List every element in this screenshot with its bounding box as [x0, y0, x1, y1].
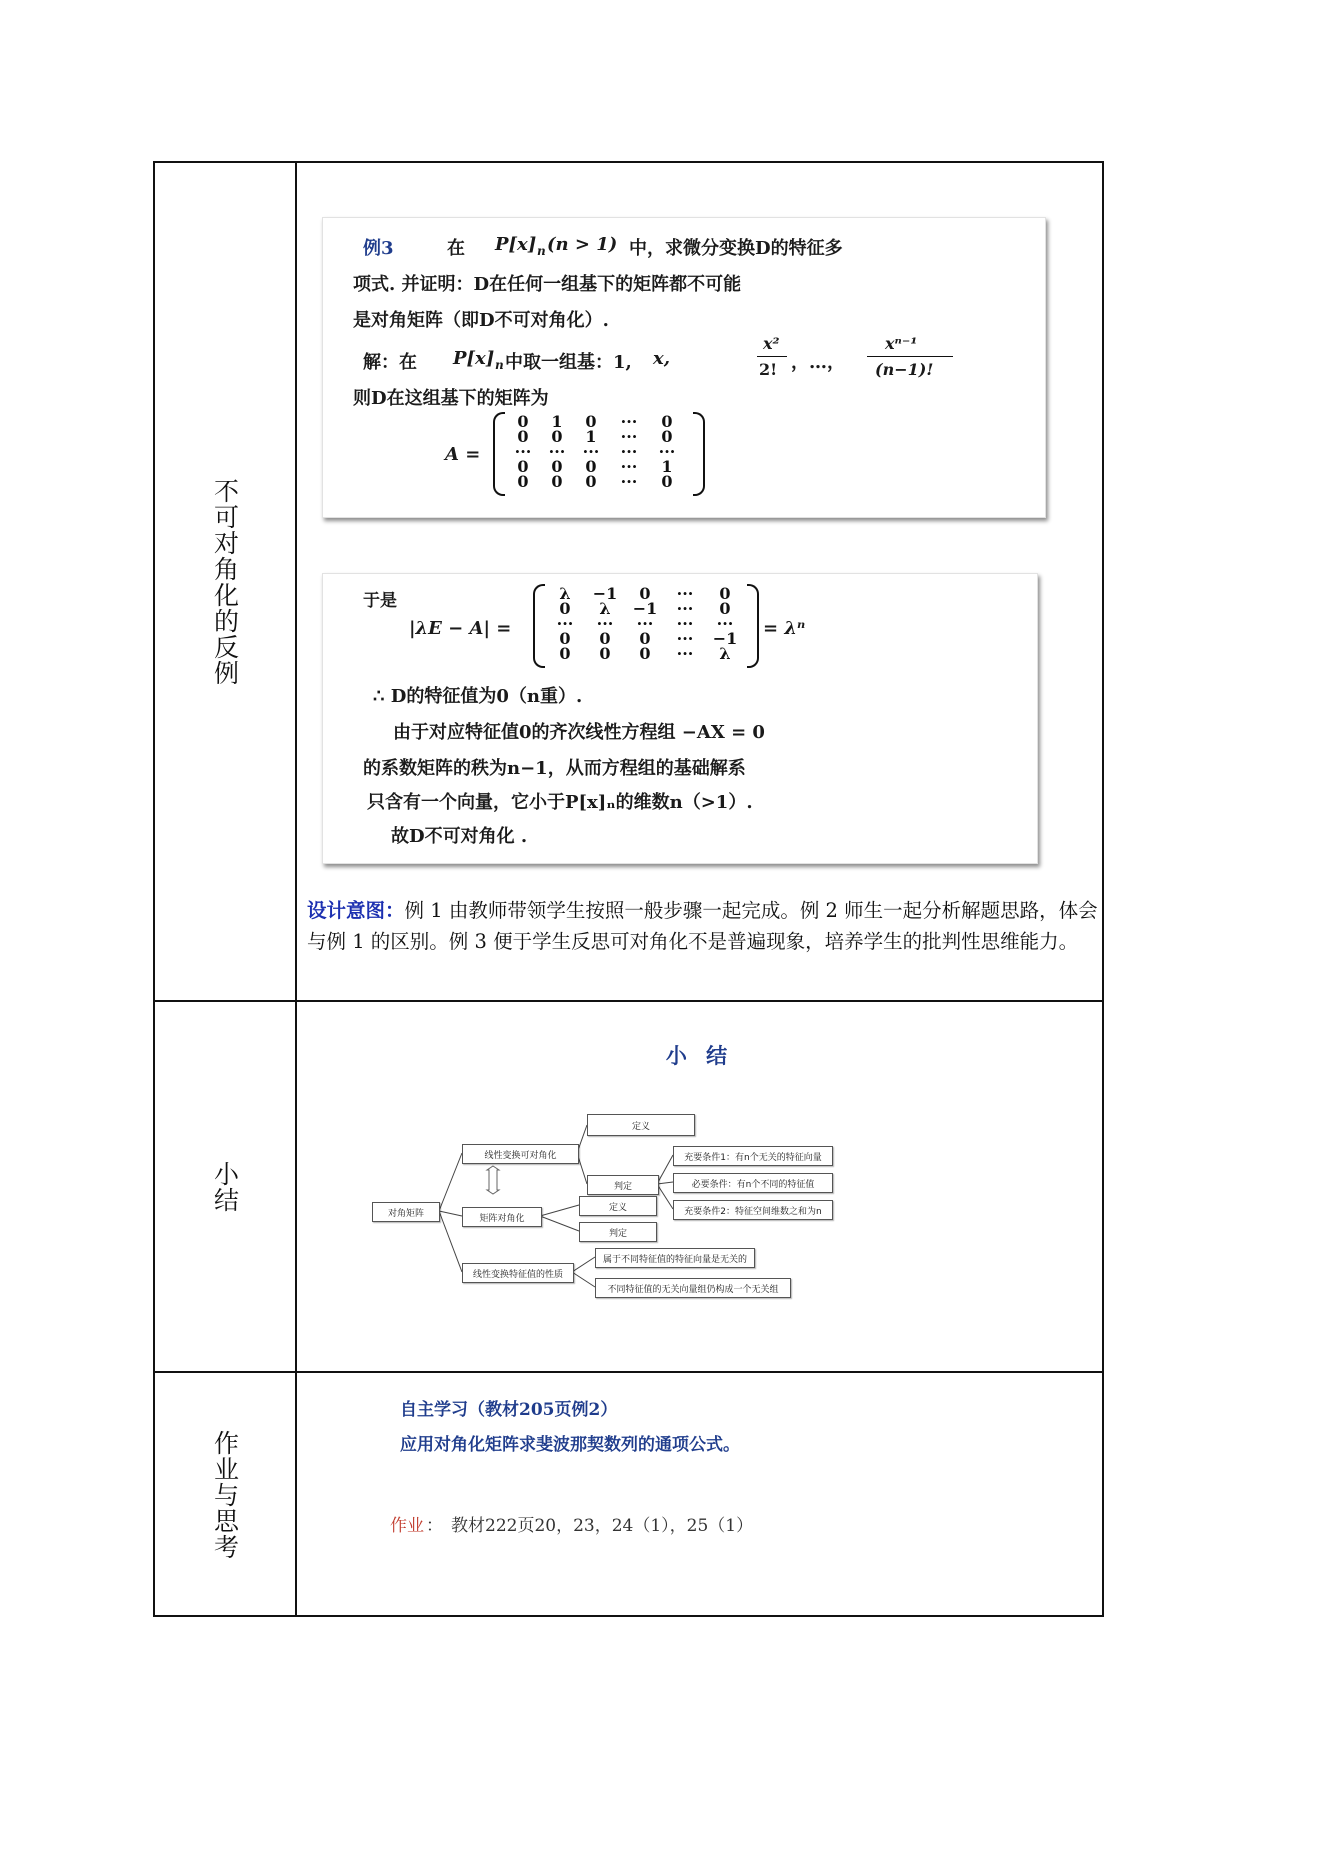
matrix-cell: 1	[661, 457, 673, 476]
homework-text: 教材222页20，23，24（1），25（1）	[451, 1516, 754, 1536]
design-intent-text: 例 1 由教师带领学生按照一般步骤一起完成。例 2 师生一起分析解题思路，体会与例 1 的区别。例 3 便于学生反思可对角化不是普遍现象，培养学生的批判性思维能力。	[307, 899, 1098, 953]
homework-tag: 作业	[390, 1516, 424, 1536]
slide1-text: P[x]	[453, 348, 495, 369]
matrix-cell: 1	[585, 427, 597, 446]
matrix-cell: 0	[551, 457, 563, 476]
node-criterion: 判定	[587, 1175, 659, 1195]
matrix-cell: 0	[517, 457, 529, 476]
matrix-bracket	[693, 412, 705, 496]
property-item: 属于不同特征值的特征向量是无关的	[595, 1248, 755, 1268]
matrix-bracket	[533, 584, 545, 668]
slide1-text: n	[537, 244, 546, 258]
summary-row	[155, 1002, 1102, 1373]
determinant-rhs: = λⁿ	[763, 618, 806, 639]
matrix-cell: ···	[582, 442, 600, 461]
homework-content	[297, 1373, 1102, 1617]
slide1-text: ，…，	[791, 352, 845, 373]
fraction-bar	[757, 356, 787, 357]
matrix-cell: 0	[559, 629, 571, 648]
lesson-table	[153, 161, 1104, 1617]
slide1-text: P[x]	[495, 234, 537, 255]
matrix-cell: ···	[716, 614, 734, 633]
homework-row	[155, 1373, 1102, 1617]
fraction-denominator: 2!	[759, 360, 778, 379]
counterexample-label: 不可对角化的反例	[210, 477, 240, 686]
matrix-cell: 0	[517, 427, 529, 446]
homework-label-cell	[155, 1373, 297, 1617]
branch-linear-transform: 线性变换可对角化	[462, 1144, 579, 1164]
criterion-item: 必要条件：有n个不同的特征值	[673, 1173, 833, 1193]
apply-line: 应用对角化矩阵求斐波那契数列的通项公式。	[400, 1435, 740, 1455]
matrix-cell: −1	[712, 629, 738, 648]
matrix-cell: 0	[639, 584, 651, 603]
matrix-cell: 0	[719, 584, 731, 603]
root-node: 对角矩阵	[372, 1202, 440, 1222]
property-item: 不同特征值的无关向量组仍构成一个无关组	[595, 1278, 791, 1298]
matrix-cell: ···	[620, 457, 638, 476]
matrix-cell: λ	[719, 644, 731, 663]
matrix-cell: ···	[556, 614, 574, 633]
matrix-cell: ···	[620, 412, 638, 431]
matrix-bracket	[747, 584, 759, 668]
matrix-cell: 0	[719, 599, 731, 618]
matrix-cell: −1	[632, 599, 658, 618]
node-definition: 定义	[579, 1196, 657, 1216]
homework-colon: ：	[426, 1516, 443, 1536]
matrix-cell: ···	[676, 584, 694, 603]
matrix-cell: 0	[585, 472, 597, 491]
matrix-cell: ···	[620, 442, 638, 461]
node-definition: 定义	[587, 1114, 695, 1136]
slide1-text: 在	[447, 238, 465, 259]
slide1-text: 中取一组基：1,	[505, 352, 632, 373]
matrix-cell: 0	[661, 427, 673, 446]
solution-slide	[322, 573, 1038, 864]
fraction-numerator: xⁿ⁻¹	[885, 334, 918, 353]
matrix-cell: λ	[599, 599, 611, 618]
summary-label: 小结	[210, 1160, 240, 1213]
matrix-cell: 0	[517, 412, 529, 431]
matrix-cell: ···	[658, 442, 676, 461]
matrix-cell: ···	[676, 614, 694, 633]
determinant-lhs: |λE − A| =	[409, 618, 512, 639]
slide1-text: n	[495, 358, 504, 372]
matrix-cell: 0	[551, 472, 563, 491]
slide2-text: 于是	[363, 591, 397, 611]
design-intent	[307, 895, 1107, 957]
slide1-text: (n > 1)	[547, 234, 618, 255]
fraction-bar	[867, 356, 953, 357]
matrix-cell: −1	[592, 584, 618, 603]
matrix-cell: 0	[517, 472, 529, 491]
example-label: 例3	[363, 238, 394, 259]
slide2-text: 只含有一个向量，它小于P[x]ₙ的维数n（>1）.	[367, 792, 753, 813]
slide2-text: ∴ D的特征值为0（n重）.	[373, 686, 583, 707]
fraction-numerator: x²	[763, 334, 780, 353]
summary-title: 小 结	[665, 1044, 734, 1068]
homework-label: 作业与思考	[210, 1430, 240, 1560]
matrix-cell: 0	[661, 412, 673, 431]
summary-label-cell	[155, 1002, 297, 1371]
matrix-cell: 0	[599, 644, 611, 663]
slide1-text: 中，求微分变换D的特征多	[629, 238, 843, 259]
counterexample-row	[155, 163, 1102, 1002]
slide2-text: 的系数矩阵的秩为n−1，从而方程组的基础解系	[363, 758, 746, 779]
slide2-text: 故D不可对角化 .	[391, 826, 528, 847]
fraction-denominator: (n−1)!	[875, 360, 934, 379]
matrix-cell: ···	[676, 599, 694, 618]
matrix-cell: ···	[514, 442, 532, 461]
matrix-cell: 0	[585, 457, 597, 476]
slide1-text: 项式. 并证明：D在任何一组基下的矩阵都不可能	[353, 274, 742, 295]
matrix-cell: 0	[661, 472, 673, 491]
counterexample-label-cell	[155, 163, 297, 1000]
slide1-text: 是对角矩阵（即D不可对角化）.	[353, 310, 609, 331]
example3-slide	[322, 217, 1046, 518]
matrix-cell: 0	[639, 629, 651, 648]
matrix-cell: 1	[551, 412, 563, 431]
slide1-text: 解：在	[363, 352, 417, 373]
matrix-a	[506, 414, 684, 489]
matrix-cell: ···	[548, 442, 566, 461]
summary-content	[297, 1002, 1102, 1371]
design-intent-tag: 设计意图：	[307, 899, 405, 922]
matrix-cell: 0	[585, 412, 597, 431]
matrix-cell: ···	[596, 614, 614, 633]
matrix-cell: 0	[559, 599, 571, 618]
matrix-cell: ···	[620, 427, 638, 446]
criterion-item: 充要条件1：有n个无关的特征向量	[673, 1146, 833, 1166]
matrix-bracket	[493, 412, 505, 496]
node-criterion: 判定	[579, 1222, 657, 1242]
branch-matrix: 矩阵对角化	[462, 1207, 542, 1227]
matrix-lambda	[545, 586, 745, 661]
matrix-cell: 0	[551, 427, 563, 446]
matrix-cell: ···	[676, 644, 694, 663]
matrix-cell: 0	[639, 644, 651, 663]
matrix-cell: ···	[676, 629, 694, 648]
slide2-text: 由于对应特征值0的齐次线性方程组 −AX = 0	[393, 722, 765, 743]
matrix-name: A =	[445, 444, 481, 465]
branch-eigen-properties: 线性变换特征值的性质	[462, 1263, 574, 1283]
matrix-cell: ···	[636, 614, 654, 633]
counterexample-content	[297, 163, 1102, 1000]
criterion-item: 充要条件2：特征空间维数之和为n	[673, 1200, 833, 1220]
matrix-cell: 0	[599, 629, 611, 648]
slide1-text: x,	[653, 348, 670, 369]
self-study-line: 自主学习（教材205页例2）	[400, 1400, 618, 1420]
slide1-text: 则D在这组基下的矩阵为	[353, 388, 549, 409]
matrix-cell: 0	[559, 644, 571, 663]
matrix-cell: λ	[559, 584, 571, 603]
matrix-cell: ···	[620, 472, 638, 491]
